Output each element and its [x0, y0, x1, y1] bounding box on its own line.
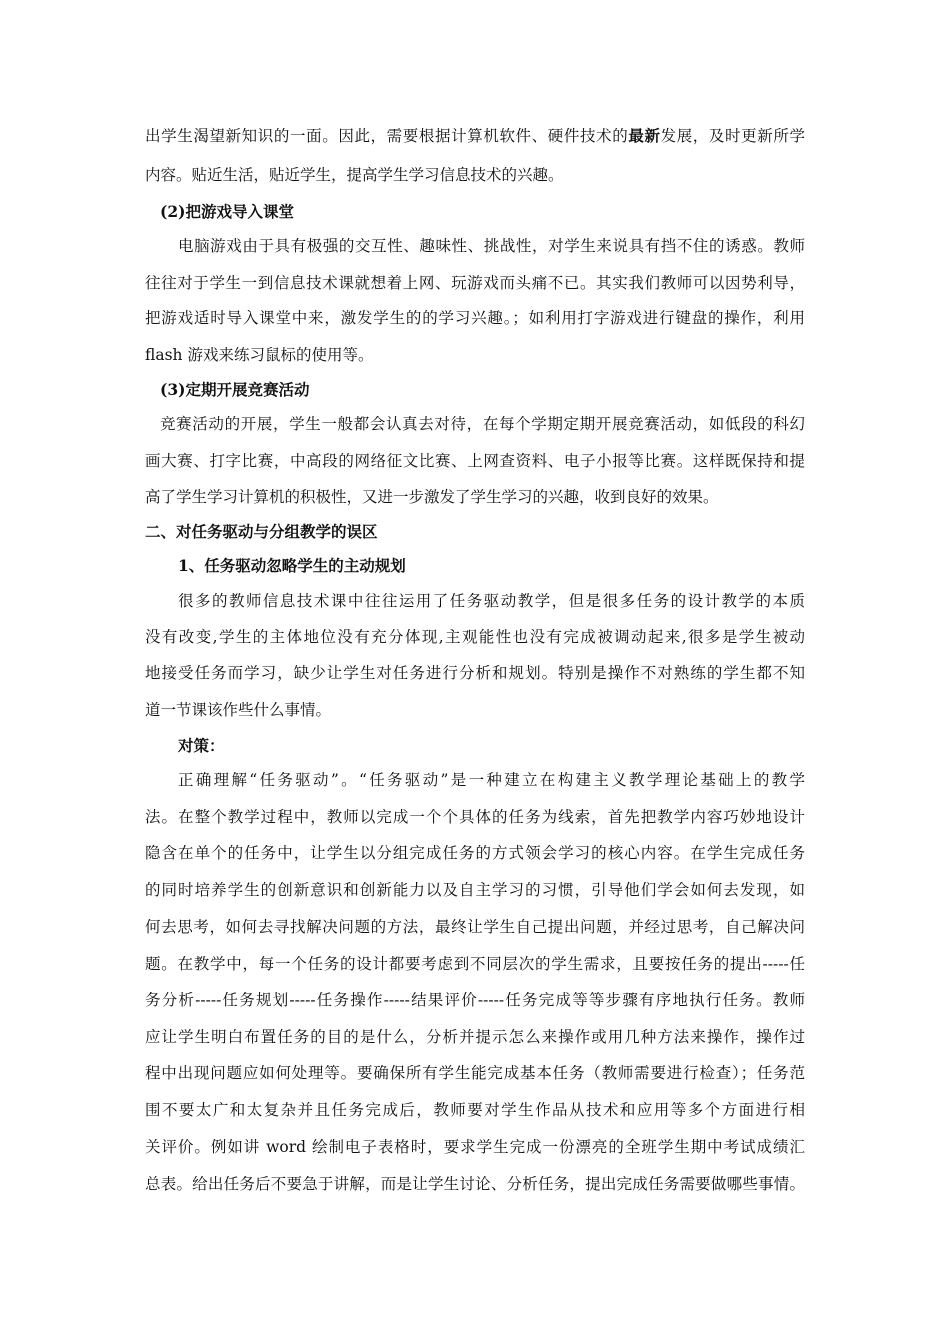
subheading-competition: (3)定期开展竞赛活动 [160, 380, 310, 399]
paragraph-line: 把游戏适时导入课堂中来，激发学生的的学习兴趣。；如利用打字游戏进行键盘的操作，利用 [145, 309, 805, 327]
paragraph-line: 很多的教师信息技术课中往往运用了任务驱动教学，但是很多任务的设计教学的本质 [178, 592, 805, 610]
paragraph-line: 程中出现问题应如何处理等。要确保所有学生能完成基本任务（教师需要进行检查）；任务范 [145, 1064, 805, 1082]
paragraph-line: 地接受任务而学习，缺少让学生对任务进行分析和规划。特别是操作不对熟练的学生都不知 [145, 664, 805, 682]
text-run: 发展，及时更新所学 [660, 127, 805, 145]
paragraph-line: 往往对于学生一到信息技术课就想着上网、玩游戏而头痛不已。其实我们教师可以因势利导， [145, 274, 805, 292]
paragraph-line: 何去思考，如何去寻找解决问题的方法，最终让学生自己提出问题，并经过思考，自己解决问 [145, 918, 805, 936]
paragraph-line: 内容。贴近生活，贴近学生，提高学生学习信息技术的兴趣。 [145, 166, 564, 184]
paragraph-line: 应让学生明白布置任务的目的是什么，分析并提示怎么来操作或用几种方法来操作，操作过 [145, 1028, 805, 1046]
countermeasure-label: 对策： [178, 736, 225, 755]
subheading-task-driven: 1、任务驱动忽略学生的主动规划 [178, 556, 406, 575]
paragraph-line: 关评价。例如讲 word 绘制电子表格时，要求学生完成一份漂亮的全班学生期中考试成绩汇 [145, 1138, 805, 1156]
bold-text-run: 最新 [628, 126, 661, 145]
paragraph-line: 竞赛活动的开展，学生一般都会认真去对待，在每个学期定期开展竞赛活动，如低段的科幻 [160, 415, 805, 433]
paragraph-line: 电脑游戏由于具有极强的交互性、趣味性、挑战性，对学生来说具有挡不住的诱惑。教师 [178, 237, 805, 255]
paragraph-line: 题。在教学中，每一个任务的设计都要考虑到不同层次的学生需求，且要按任务的提出-----任 [145, 955, 805, 973]
paragraph-line: 道一节课该作些什么事情。 [145, 701, 332, 719]
paragraph-line: 隐含在单个的任务中，让学生以分组完成任务的方式领会学习的核心内容。在学生完成任务 [145, 844, 805, 862]
text-run: 出学生渴望新知识的一面。因此，需要根据计算机软件、硬件技术的 [145, 127, 629, 145]
paragraph-line: 围不要太广和太复杂并且任务完成后，教师要对学生作品从技术和应用等多个方面进行相 [145, 1101, 805, 1119]
paragraph-line: 总表。给出任务后不要急于讲解，而是让学生讨论、分析任务，提出完成任务需要做哪些事情。 [145, 1175, 805, 1193]
section-heading: 二、对任务驱动与分组教学的误区 [145, 522, 378, 541]
paragraph-line: 的同时培养学生的创新意识和创新能力以及自主学习的习惯，引导他们学会如何去发现，如 [145, 881, 805, 899]
paragraph-line: 没有改变,学生的主体地位没有充分体现,主观能性也没有完成被调动起来,很多是学生被动 [145, 628, 805, 646]
paragraph-line: 正确理解“任务驱动”。“任务驱动”是一种建立在构建主义教学理论基础上的教学 [178, 771, 805, 789]
subheading-games: (2)把游戏导入课堂 [160, 202, 294, 221]
paragraph-line: flash 游戏来练习鼠标的使用等。 [145, 346, 374, 364]
paragraph-line [145, 125, 805, 147]
paragraph-line: 高了学生学习计算机的积极性，又进一步激发了学生学习的兴趣，收到良好的效果。 [145, 488, 719, 506]
paragraph-line: 务分析-----任务规划-----任务操作-----结果评价-----任务完成等等步骤有序地执行任务。教师 [145, 991, 805, 1009]
paragraph-line: 画大赛、打字比赛，中高段的网络征文比赛、上网查资料、电子小报等比赛。这样既保持和提 [145, 452, 805, 470]
paragraph-line: 法。在整个教学过程中，教师以完成一个个具体的任务为线索，首先把教学内容巧妙地设计 [145, 808, 805, 826]
